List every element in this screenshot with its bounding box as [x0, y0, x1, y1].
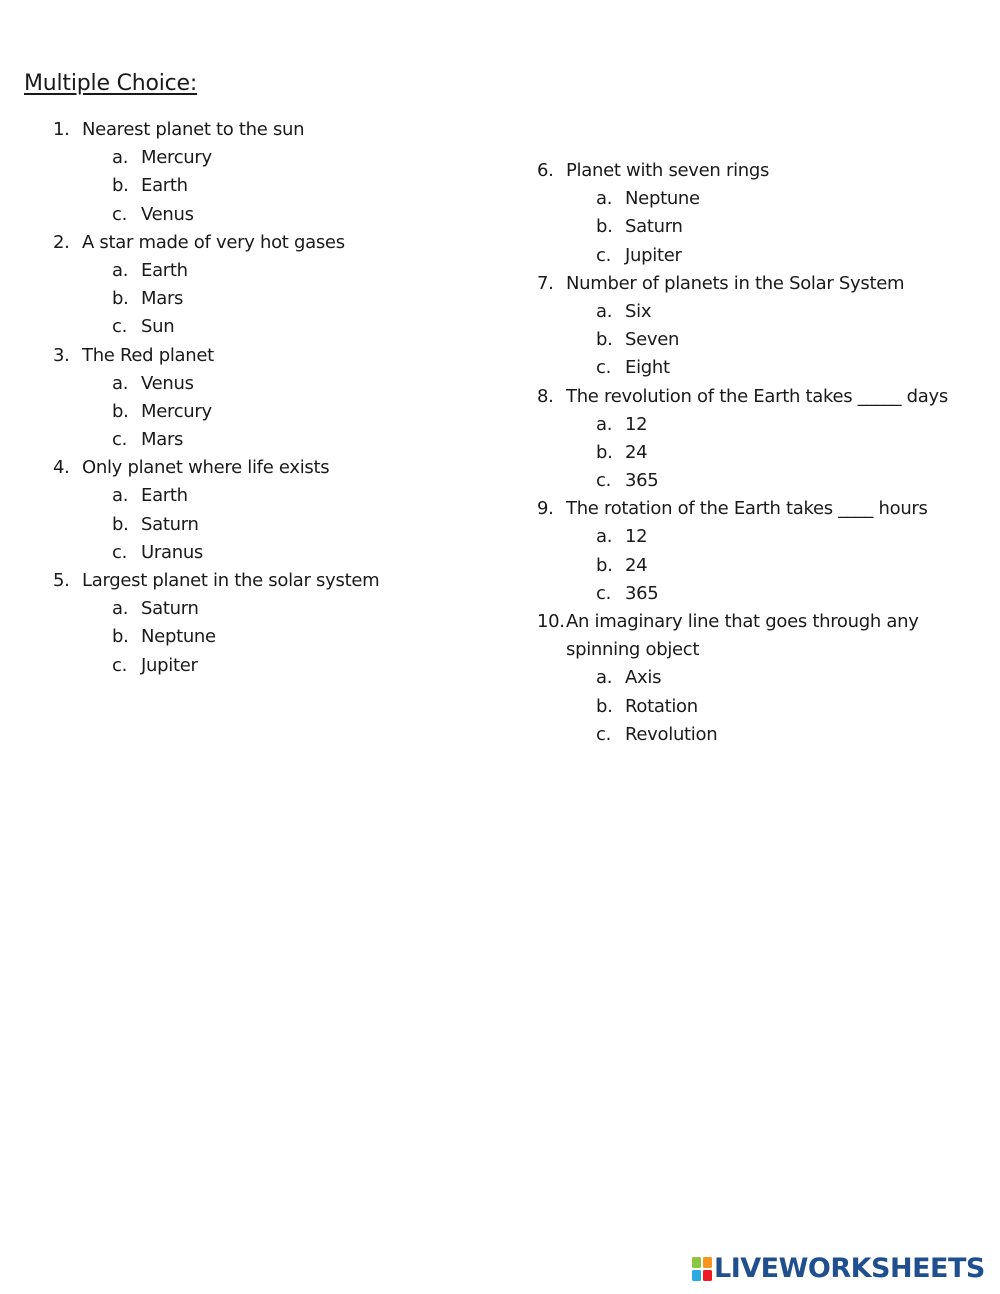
question: [53, 116, 379, 144]
answer-option[interactable]: [53, 370, 379, 398]
option-letter: a.: [596, 526, 613, 548]
answer-option[interactable]: [53, 426, 379, 454]
question-text: The revolution of the Earth takes _____ days: [566, 385, 948, 407]
option-text: Revolution: [625, 723, 718, 745]
question-number: 1.: [53, 119, 70, 140]
option-text: Neptune: [625, 188, 700, 210]
option-letter: c.: [112, 203, 128, 225]
option-text: 365: [625, 470, 659, 492]
answer-option[interactable]: [53, 257, 379, 285]
option-letter: c.: [596, 723, 612, 745]
option-letter: b.: [596, 216, 613, 238]
option-text: Venus: [141, 203, 194, 225]
answer-option[interactable]: [537, 721, 948, 749]
option-text: Earth: [141, 259, 188, 281]
option-text: Mercury: [141, 147, 212, 169]
option-text: Eight: [625, 357, 670, 379]
question-number: 6.: [537, 160, 554, 181]
option-letter: b.: [112, 288, 129, 310]
option-text: Saturn: [141, 598, 199, 620]
option-text: Mercury: [141, 400, 212, 422]
option-letter: b.: [596, 695, 613, 717]
question: [537, 608, 948, 664]
question-number: 7.: [537, 272, 554, 294]
option-text: Sun: [141, 316, 175, 338]
option-letter: a.: [112, 372, 129, 394]
answer-option[interactable]: [537, 580, 948, 608]
answer-option[interactable]: [53, 398, 379, 426]
option-letter: a.: [596, 188, 613, 210]
option-letter: a.: [596, 413, 613, 435]
question-text: The Red planet: [82, 344, 214, 366]
option-text: Venus: [141, 372, 194, 394]
question-number: 4.: [53, 457, 70, 479]
answer-option[interactable]: [53, 201, 379, 229]
answer-option[interactable]: [537, 298, 948, 326]
option-letter: a.: [112, 259, 129, 281]
question-text: Largest planet in the solar system: [82, 570, 380, 591]
logo-text: LIVEWORKSHEETS: [714, 1253, 985, 1284]
option-text: Neptune: [141, 626, 216, 648]
option-letter: c.: [112, 429, 128, 451]
answer-option[interactable]: [53, 313, 379, 341]
question: [537, 270, 948, 298]
question-number: 9.: [537, 498, 554, 520]
option-text: Saturn: [625, 216, 683, 238]
question-text: Nearest planet to the sun: [82, 119, 305, 140]
liveworksheets-logo-icon: [692, 1257, 712, 1281]
question: [53, 342, 379, 370]
question-text: The rotation of the Earth takes ____ hours: [566, 498, 928, 520]
answer-option[interactable]: [537, 185, 948, 213]
question-number: 10.: [537, 611, 565, 632]
answer-option[interactable]: [537, 552, 948, 580]
option-text: Axis: [625, 667, 662, 689]
option-text: 24: [625, 554, 648, 576]
answer-option[interactable]: [537, 242, 948, 270]
question-number: 2.: [53, 231, 70, 253]
question: [53, 567, 379, 595]
question: [537, 495, 948, 523]
answer-option[interactable]: [537, 523, 948, 551]
option-text: Mars: [141, 429, 184, 451]
option-letter: c.: [112, 654, 128, 676]
answer-option[interactable]: [53, 482, 379, 510]
option-text: Mars: [141, 288, 184, 310]
option-letter: b.: [596, 329, 613, 351]
answer-option[interactable]: [537, 354, 948, 382]
option-letter: a.: [112, 598, 129, 620]
question: [53, 454, 379, 482]
option-letter: c.: [112, 541, 128, 563]
option-text: Uranus: [141, 541, 203, 563]
answer-option[interactable]: [53, 144, 379, 172]
answer-option[interactable]: [537, 693, 948, 721]
option-text: Jupiter: [141, 654, 198, 676]
answer-option[interactable]: [53, 511, 379, 539]
question-text: An imaginary line that goes through any spinning object: [566, 611, 919, 661]
option-letter: a.: [112, 147, 129, 169]
answer-option[interactable]: [537, 213, 948, 241]
answer-option[interactable]: [537, 411, 948, 439]
question-column-right: [537, 157, 948, 749]
option-text: Earth: [141, 485, 188, 507]
option-letter: b.: [596, 441, 613, 463]
option-text: 24: [625, 441, 648, 463]
option-letter: b.: [112, 175, 129, 197]
answer-option[interactable]: [53, 595, 379, 623]
question-number: 5.: [53, 570, 70, 591]
option-letter: a.: [112, 485, 129, 507]
option-text: Earth: [141, 175, 188, 197]
option-letter: c.: [596, 357, 612, 379]
answer-option[interactable]: [537, 326, 948, 354]
question-number: 3.: [53, 344, 70, 366]
question: [537, 383, 948, 411]
answer-option[interactable]: [53, 172, 379, 200]
option-letter: c.: [596, 582, 612, 604]
question: [537, 157, 948, 185]
question-text: Planet with seven rings: [566, 160, 770, 181]
option-text: Saturn: [141, 513, 199, 535]
question-number: 8.: [537, 385, 554, 407]
answer-option[interactable]: [537, 439, 948, 467]
question: [53, 229, 379, 257]
option-text: Seven: [625, 329, 680, 351]
option-text: Six: [625, 300, 652, 322]
question-text: Number of planets in the Solar System: [566, 272, 905, 294]
option-text: 12: [625, 413, 648, 435]
option-letter: b.: [596, 554, 613, 576]
answer-option[interactable]: [537, 664, 948, 692]
option-letter: b.: [112, 513, 129, 535]
option-letter: c.: [112, 316, 128, 338]
option-letter: c.: [596, 244, 612, 266]
option-letter: b.: [112, 400, 129, 422]
option-letter: b.: [112, 626, 129, 648]
liveworksheets-logo[interactable]: [692, 1255, 985, 1283]
option-letter: a.: [596, 667, 613, 689]
option-letter: a.: [596, 300, 613, 322]
answer-option[interactable]: [53, 539, 379, 567]
option-text: Rotation: [625, 695, 698, 717]
answer-option[interactable]: [53, 285, 379, 313]
section-heading: Multiple Choice:: [24, 71, 198, 96]
answer-option[interactable]: [53, 652, 379, 680]
answer-option[interactable]: [537, 467, 948, 495]
option-text: Jupiter: [625, 244, 682, 266]
question-text: Only planet where life exists: [82, 457, 330, 479]
question-column-left: [53, 116, 379, 680]
option-text: 365: [625, 582, 659, 604]
option-letter: c.: [596, 470, 612, 492]
answer-option[interactable]: [53, 623, 379, 651]
option-text: 12: [625, 526, 648, 548]
question-text: A star made of very hot gases: [82, 231, 345, 253]
